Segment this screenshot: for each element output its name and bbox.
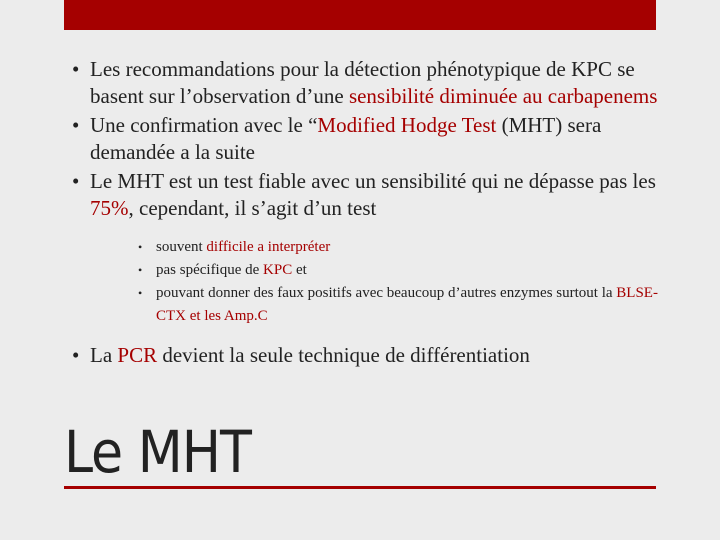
sub-bullet-item [138,236,672,259]
highlight-text: KPC [263,262,293,278]
bullet-item [72,342,672,369]
highlight-text: PCR [117,343,158,367]
bullet-item [72,168,672,222]
bullet-item [72,56,672,110]
slide-title: Le MHT [64,418,251,486]
bullet-text [90,168,672,222]
sub-bullet-list [138,236,672,328]
highlight-text: Modified Hodge Test [317,113,497,137]
bullet-text [90,112,672,166]
text-segment: devient la seule technique de différentiation [157,343,530,367]
bullet-text [90,56,672,110]
title-underline [64,486,656,489]
highlight-text: 75% [90,196,129,220]
text-segment: Le MHT est un test fiable avec un sensibilité qui ne dépasse pas les [90,169,656,193]
text-segment: (MHT) sera demandée a la suite [90,113,602,164]
text-segment: La [90,343,118,367]
highlight-text: BLSE-CTX et les Amp.C [156,285,658,324]
sub-bullet-item [138,282,672,328]
text-segment: Une confirmation avec le “ [90,113,318,137]
text-segment: souvent [156,239,207,255]
top-accent-bar [64,0,656,30]
bullet-list [72,56,672,369]
text-segment: pouvant donner des faux positifs avec beaucoup d’autres enzymes surtout la [156,285,617,301]
text-segment: pas spécifique de [156,262,264,278]
bullet-text [90,342,672,369]
text-segment: et [292,262,307,278]
text-segment: , cependant, il s’agit d’un test [128,196,377,220]
highlight-text: sensibilité diminuée au carbapenems [348,84,658,108]
sub-bullet-item [138,259,672,282]
text-segment: Les recommandations pour la détection phénotypique de KPC se basent sur l’observation d’une [90,57,635,108]
bullet-item [72,112,672,166]
highlight-text: difficile a interpréter [206,239,331,255]
slide-body [72,56,672,371]
